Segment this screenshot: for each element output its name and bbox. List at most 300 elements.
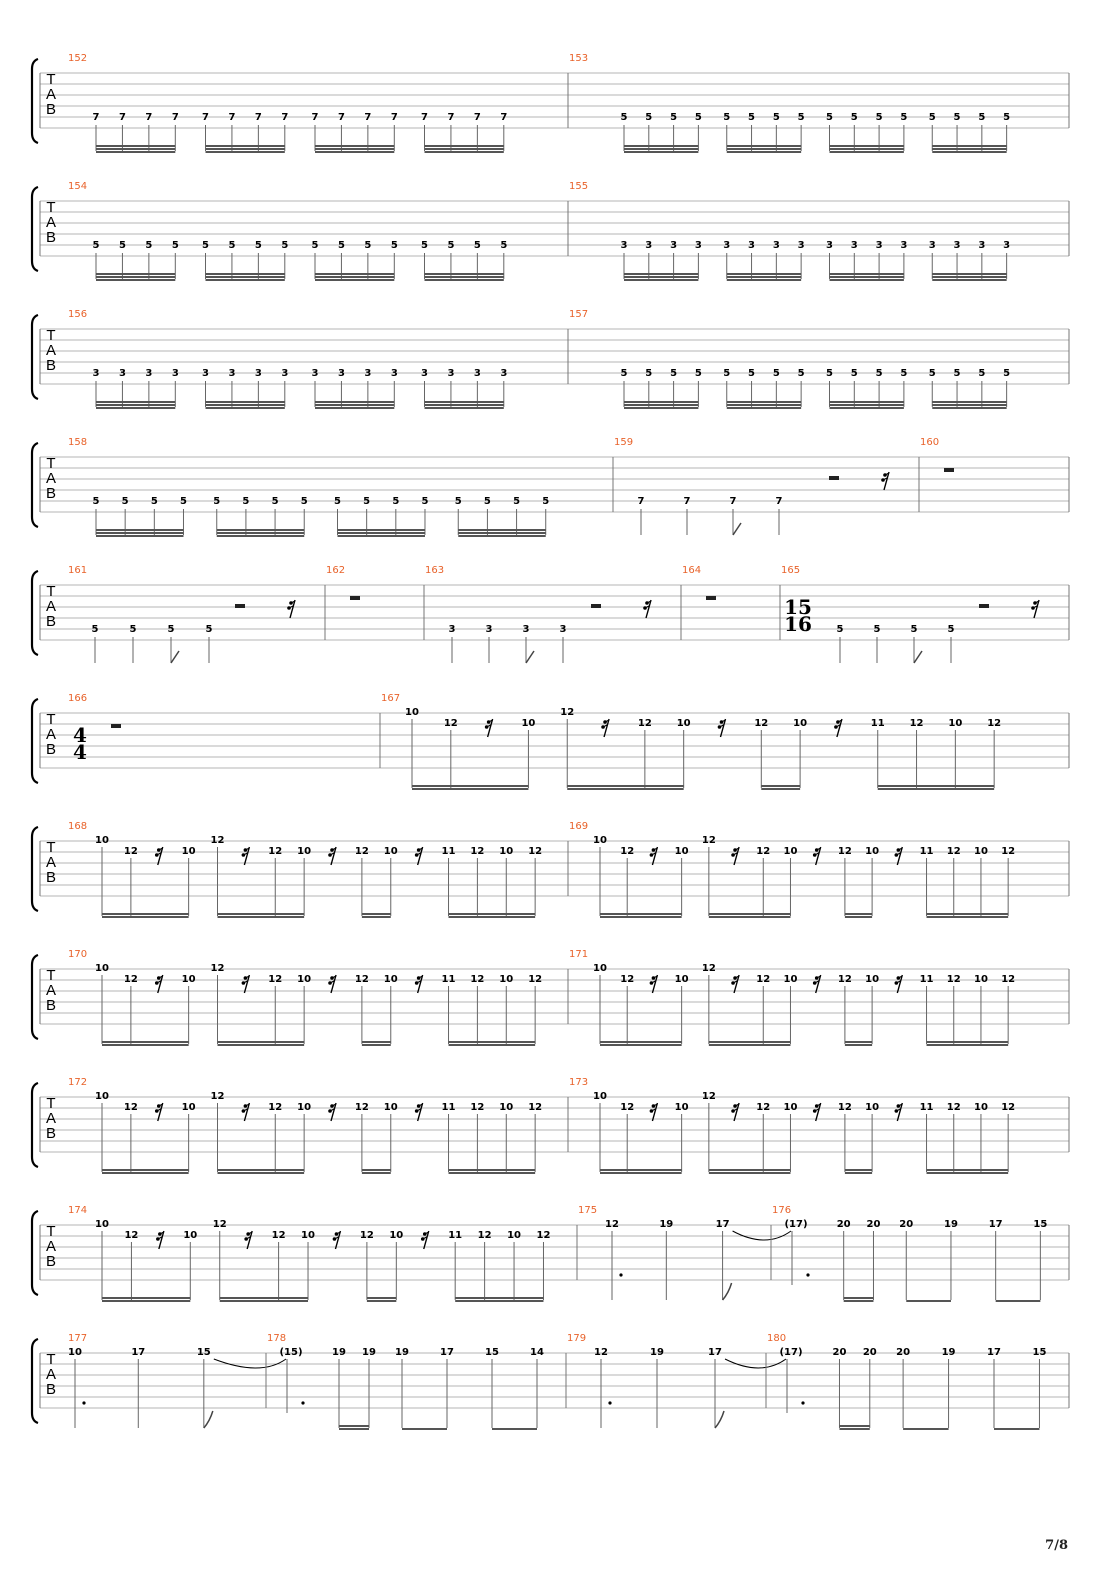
fret-number: 10 [499,1102,514,1113]
fret-number: 10 [383,846,398,857]
fret-number: 15 [485,1347,499,1358]
fret-number: 5 [390,240,398,251]
fret-number: 5 [171,240,179,251]
fret-number: 5 [620,112,628,123]
beam [727,148,801,150]
sixteenth-rest [287,600,295,618]
beam [727,151,801,153]
beam [425,145,504,147]
tab-clef-letter: B [45,101,57,118]
fret-number: 3 [522,624,530,635]
fret-number: 5 [850,112,858,123]
beam [102,1300,190,1302]
fret-number: 7 [92,112,100,123]
beam [206,401,285,403]
tab-clef-letter: B [45,613,57,630]
fret-number: 5 [473,240,481,251]
sixteenth-rest [242,1103,250,1121]
beam [220,1300,308,1302]
beam [315,148,394,150]
beam [492,1428,537,1430]
beam [96,276,175,278]
beam [339,1428,369,1430]
tab-clef-letter: B [45,741,57,758]
fret-number: 3 [900,240,908,251]
fret-number: 5 [421,240,428,251]
staff-system [32,315,1069,399]
beam [315,273,394,275]
fret-number: 7 [311,112,319,123]
fret-number: 10 [676,718,691,729]
dot [619,1273,622,1276]
fret-number: 10 [948,718,963,729]
fret-number: 3 [92,368,100,379]
measure-number: 163 [425,565,445,576]
fret-number: 10 [181,974,196,985]
fret-number: 5 [1003,112,1011,123]
beam [367,1300,396,1302]
fret-number: 5 [118,240,126,251]
fret-number: 7 [228,112,236,123]
dot [801,1401,804,1404]
staff-system [32,187,1069,271]
beam [449,1172,536,1174]
staff-system [32,699,1069,783]
beam [425,273,504,275]
measure-number: 152 [68,53,88,64]
measure-number: 177 [68,1333,88,1344]
fret-number: 20 [836,1219,851,1230]
beam [932,401,1006,403]
fret-number: 12 [536,1230,551,1241]
tab-clef-letter: T [46,199,56,216]
tab-clef-letter: A [45,1366,57,1383]
beam [906,1300,951,1302]
fret-number: 12 [470,1102,485,1113]
tab-clef-letter: B [45,1125,57,1142]
sixteenth-rest [731,847,739,865]
fret-number: 5 [281,240,289,251]
sixteenth-rest [156,1231,164,1249]
fret-number: 12 [123,1102,138,1113]
fret-number: 10 [783,846,798,857]
measure-number: 180 [767,1333,787,1344]
dot [806,1273,809,1276]
fret-number: 10 [783,974,798,985]
beam [206,151,285,153]
sixteenth-rest [485,719,493,737]
tab-clef-letter: B [45,1253,57,1270]
beam [927,1172,1009,1174]
fret-number: 12 [756,846,771,857]
beam [315,407,394,409]
sixteenth-rest [834,719,842,737]
beam [709,1044,791,1046]
fret-number: 5 [1003,368,1011,379]
system-bracket [32,571,38,655]
beam [624,401,698,403]
fret-number: 3 [670,240,678,251]
fret-number: 10 [181,1102,196,1113]
fret-number: 12 [837,974,852,985]
measure-number: 179 [567,1333,587,1344]
tab-clef-letter: B [45,485,57,502]
fret-number: 12 [528,974,543,985]
tab-clef-letter: T [46,327,56,344]
system-bracket [32,315,38,399]
fret-number: 10 [973,1102,988,1113]
fret-number: 19 [941,1347,956,1358]
beam [315,276,394,278]
fret-number: 12 [268,846,283,857]
fret-number: 10 [865,1102,880,1113]
half-rest [979,604,989,608]
note-flag [526,651,534,663]
sixteenth-rest [650,847,658,865]
fret-number: 10 [95,1219,109,1230]
fret-number: 7 [775,496,783,507]
fret-number: 12 [987,718,1002,729]
fret-number: 5 [483,496,491,507]
note-flag [204,1411,213,1428]
staff-system [32,955,1069,1039]
beam [206,273,285,275]
beam [102,916,189,918]
fret-number: 5 [875,368,883,379]
fret-number: 3 [500,368,508,379]
fret-number: 12 [560,707,575,718]
tab-clef-letter: B [45,869,57,886]
fret-number: 11 [441,974,456,985]
fret-number: 12 [620,1102,635,1113]
fret-number: 5 [826,368,833,379]
beam [217,535,304,537]
fret-number: 3 [694,240,702,251]
fret-number: 12 [605,1219,619,1230]
beam [96,532,183,534]
fret-number: 5 [213,496,221,507]
fret-number: 5 [748,112,756,123]
fret-number: 5 [836,624,844,635]
staff-system [32,571,1069,655]
beam [932,404,1006,406]
staff-system [32,1339,1069,1423]
sixteenth-rest [242,975,250,993]
fret-number: 12 [354,846,369,857]
fret-number: 12 [123,846,138,857]
beam [927,916,1009,918]
fret-number: 3 [228,368,236,379]
fret-number: 3 [928,240,936,251]
fret-number: 10 [973,974,988,985]
fret-number: 7 [500,112,508,123]
sixteenth-rest [813,847,821,865]
measure-number: 158 [68,437,88,448]
fret-number: 11 [441,846,456,857]
fret-number: 10 [865,846,880,857]
beam [927,1044,1009,1046]
fret-number: 11 [919,1102,934,1113]
fret-number: 11 [919,974,934,985]
fret-number: 5 [670,112,678,123]
fret-number: 12 [470,974,485,985]
beam [845,1172,872,1174]
half-rest [235,604,245,608]
fret-number: 12 [637,718,652,729]
fret-number: 17 [131,1347,146,1358]
tab-clef-letter: B [45,357,57,374]
tab-clef-letter: A [45,342,57,359]
fret-number: 17 [708,1347,722,1358]
fret-number: 5 [202,240,209,251]
sixteenth-rest [155,847,163,865]
beam [102,913,189,915]
fret-number: 12 [701,1091,716,1102]
fret-number: 10 [181,846,196,857]
system-bracket [32,1339,38,1423]
beam [844,1297,874,1299]
fret-number: 12 [470,846,485,857]
fret-number: 20 [862,1347,877,1358]
fret-number: 3 [337,368,345,379]
fret-number: 10 [499,846,514,857]
staff-system [32,1211,1069,1295]
system-bracket [32,699,38,783]
tab-clef-letter: T [46,1351,56,1368]
system-bracket [32,443,38,527]
half-rest [944,468,954,472]
beam [425,401,504,403]
fret-number: 7 [171,112,179,123]
fret-number: 5 [797,368,805,379]
fret-number: 3 [772,240,780,251]
beam [839,1428,869,1430]
beam [96,529,183,531]
fret-number: 5 [694,368,702,379]
beam [362,1044,391,1046]
beam [218,913,305,915]
sixteenth-rest [421,1231,429,1249]
measure-number: 159 [614,437,634,448]
beam [102,1172,189,1174]
fret-number: 5 [334,496,341,507]
beam [727,407,801,409]
note-flag [914,651,922,663]
beam [927,1169,1009,1171]
tab-clef-letter: A [45,598,57,615]
fret-number: 3 [978,240,986,251]
tab-clef-letter: T [46,1223,56,1240]
fret-number: 3 [850,240,858,251]
sixteenth-rest [895,847,903,865]
beam [455,1300,543,1302]
sixteenth-rest [328,1103,336,1121]
fret-number: 10 [95,963,109,974]
fret-number: 5 [953,368,961,379]
beam [367,1297,396,1299]
fret-number: 12 [354,974,369,985]
note-flag [723,1283,732,1300]
sixteenth-rest [328,847,336,865]
beam [220,1297,308,1299]
measure-number: 154 [68,181,88,192]
fret-number: 10 [297,974,312,985]
fret-number: 15 [196,1347,211,1358]
beam [709,916,791,918]
staff-system [32,443,1069,527]
fret-number: 14 [530,1347,544,1358]
fret-number: 3 [447,368,455,379]
fret-number: 7 [364,112,372,123]
beam [761,785,800,787]
fret-number: 5 [978,368,986,379]
staff-system [32,827,1069,911]
measure-number: 174 [68,1205,88,1216]
fret-number: 10 [783,1102,798,1113]
fret-number: 7 [254,112,262,123]
fret-number: 5 [645,112,653,123]
beam [727,273,801,275]
fret-number: 5 [947,624,955,635]
fret-number: 5 [92,240,100,251]
fret-number: 11 [441,1102,456,1113]
measure-number: 164 [682,565,702,576]
beam [315,151,394,153]
fret-number: 5 [772,112,780,123]
fret-number: 3 [202,368,209,379]
beam [338,532,425,534]
measure-number: 165 [781,565,801,576]
fret-number: 7 [473,112,481,123]
tab-clef-letter: T [46,71,56,88]
beam [218,1044,305,1046]
fret-number: 5 [723,112,731,123]
fret-number: 10 [95,835,109,846]
beam [449,1044,536,1046]
fret-number: 5 [723,368,731,379]
beam [878,788,994,790]
beam [830,276,904,278]
beam [315,279,394,281]
fret-number: 3 [311,368,319,379]
measure-number: 155 [569,181,589,192]
fret-number: 12 [837,1102,852,1113]
beam [845,1041,872,1043]
beam [600,1041,682,1043]
tab-clef-letter: B [45,1381,57,1398]
fret-number: 5 [392,496,400,507]
fret-number: 5 [242,496,250,507]
system-bracket [32,59,38,143]
beam [206,404,285,406]
beam [830,407,904,409]
beam [830,151,904,153]
note-flag [715,1411,724,1428]
beam [315,145,394,147]
fret-number: 19 [943,1219,958,1230]
measure-number: 161 [68,565,88,576]
fret-number: 11 [870,718,885,729]
measure-number: 171 [569,949,589,960]
beam [96,145,175,147]
fret-number: 7 [683,496,691,507]
beam [932,145,1006,147]
fret-number: 11 [448,1230,463,1241]
beam [845,1169,872,1171]
fret-number: 5 [129,624,137,635]
fret-number: 17 [988,1219,1003,1230]
beam [727,276,801,278]
sixteenth-rest [731,1103,739,1121]
beam [217,532,304,534]
fret-number: 7 [447,112,455,123]
beam [96,279,175,281]
beam [218,1169,305,1171]
fret-number: 3 [826,240,833,251]
fret-number: 5 [421,496,429,507]
sixteenth-rest [601,719,609,737]
time-signature-top: 15 [784,595,812,619]
tab-clef-letter: A [45,726,57,743]
fret-number: 12 [594,1347,608,1358]
fret-number: 19 [650,1347,664,1358]
page-number: 7/8 [1045,1538,1068,1553]
fret-number: 5 [850,368,858,379]
beam [458,535,545,537]
fret-number: 12 [210,1091,225,1102]
beam [362,1172,391,1174]
sixteenth-rest [813,1103,821,1121]
beam [624,273,698,275]
fret-number: 3 [723,240,731,251]
beam [600,1044,682,1046]
beam [567,785,683,787]
beam [844,1300,874,1302]
beam [218,1172,305,1174]
measure-number: 170 [68,949,88,960]
fret-number: 19 [362,1347,376,1358]
fret-number: 12 [528,846,543,857]
beam [96,407,175,409]
fret-number: 3 [281,368,289,379]
fret-number: 11 [919,846,934,857]
beam [425,404,504,406]
beam [102,1044,189,1046]
fret-number: 12 [620,974,635,985]
note-flag [733,523,741,535]
fret-number: 7 [281,112,289,123]
beam [830,279,904,281]
tab-clef-letter: B [45,229,57,246]
measure-number: 153 [569,53,589,64]
fret-number: 12 [756,1102,771,1113]
beam [932,273,1006,275]
measure-number: 175 [578,1205,598,1216]
fret-number: 10 [297,1102,312,1113]
beam [932,151,1006,153]
fret-number: 5 [620,368,628,379]
fret-number: 15 [1032,1347,1047,1358]
fret-number: 12 [528,1102,543,1113]
measure-number: 176 [772,1205,792,1216]
half-rest [111,724,121,728]
sixteenth-rest [155,975,163,993]
tab-clef-letter: B [45,997,57,1014]
time-signature-top: 4 [73,723,87,747]
system-bracket [32,955,38,1039]
tab-clef-letter: T [46,711,56,728]
beam [206,148,285,150]
